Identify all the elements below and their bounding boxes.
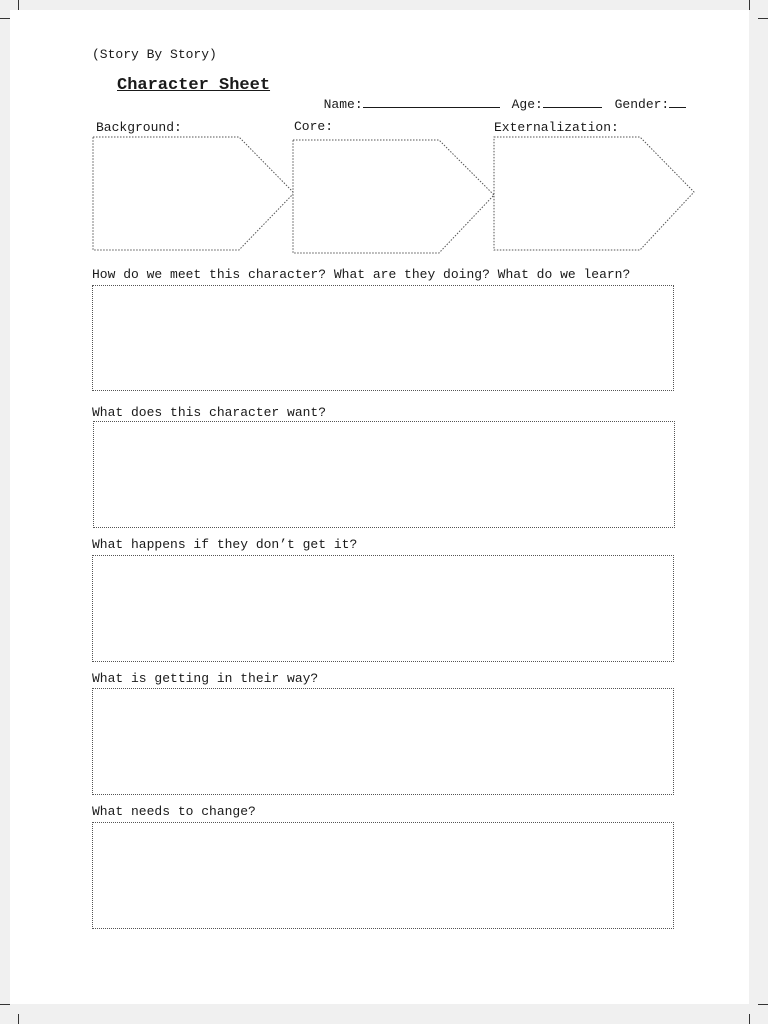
age-blank[interactable] <box>543 95 602 108</box>
age-label: Age: <box>511 97 543 112</box>
crop-mark <box>758 18 768 19</box>
crop-mark <box>0 18 10 19</box>
answer-box-change[interactable] <box>92 822 674 929</box>
answer-box-meet[interactable] <box>92 285 674 391</box>
question-label-want: What does this character want? <box>92 405 327 420</box>
crop-mark <box>749 0 750 10</box>
crop-mark <box>0 1004 10 1005</box>
answer-box-want[interactable] <box>93 421 675 528</box>
answer-box-obstacle[interactable] <box>92 688 674 795</box>
age-field[interactable] <box>496 80 602 112</box>
subtitle: (Story By Story) <box>92 47 217 62</box>
crop-mark <box>18 0 19 10</box>
answer-box-consequence[interactable] <box>92 555 674 662</box>
crop-mark <box>18 1014 19 1024</box>
externalization-label: Externalization: <box>494 120 619 135</box>
core-label: Core: <box>294 119 334 134</box>
core-arrow-box[interactable] <box>292 139 496 256</box>
gender-blank[interactable] <box>669 95 686 108</box>
question-label-meet: How do we meet this character? What are they doing? What do we learn? <box>92 267 631 282</box>
name-field[interactable] <box>308 80 500 112</box>
background-label: Background: <box>96 120 182 135</box>
crop-mark <box>749 1014 750 1024</box>
crop-mark <box>758 1004 768 1005</box>
externalization-arrow-box[interactable] <box>493 136 697 253</box>
question-label-change: What needs to change? <box>92 804 256 819</box>
gender-label: Gender: <box>614 97 670 112</box>
page-title: Character Sheet <box>117 76 271 95</box>
question-label-obstacle: What is getting in their way? <box>92 671 319 686</box>
name-blank[interactable] <box>363 95 500 108</box>
background-arrow-box[interactable] <box>92 136 296 253</box>
question-label-consequence: What happens if they don’t get it? <box>92 537 358 552</box>
gender-field[interactable] <box>599 80 686 112</box>
name-label: Name: <box>323 97 363 112</box>
